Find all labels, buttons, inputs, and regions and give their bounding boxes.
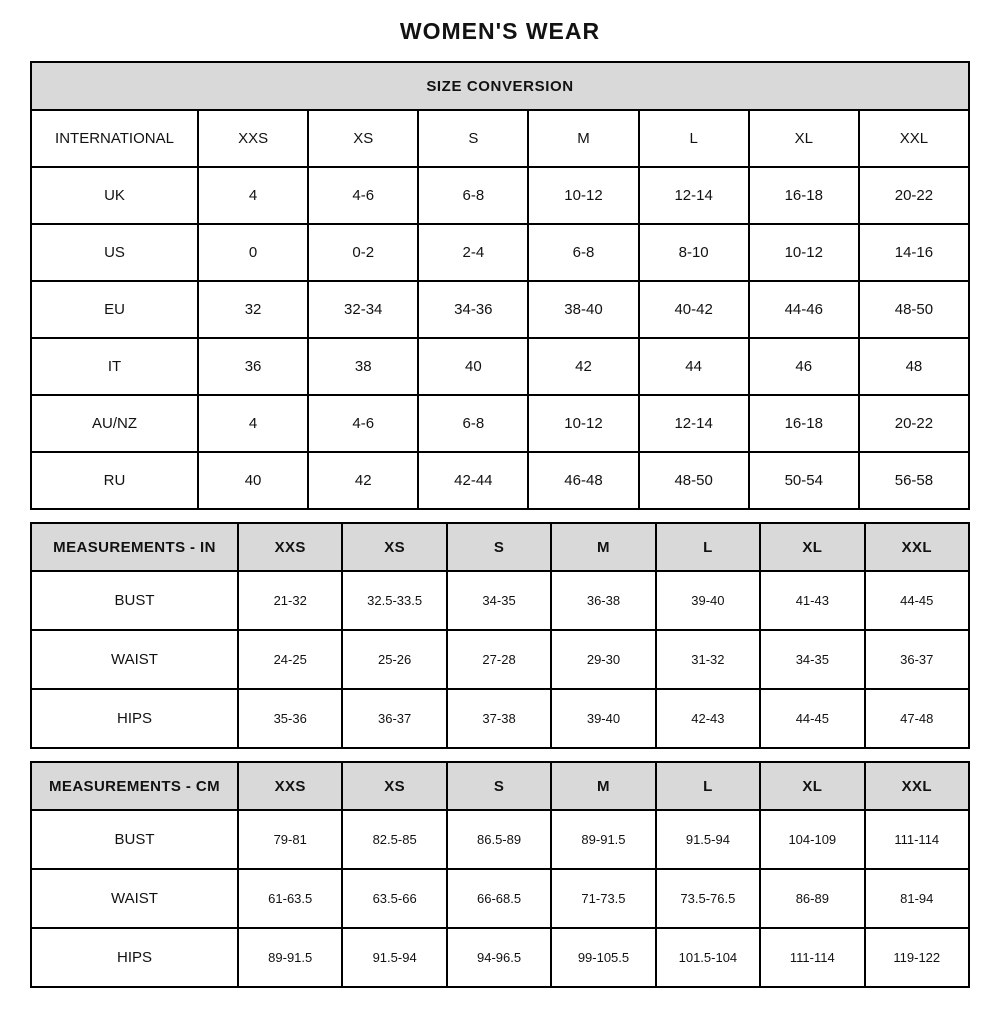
value-cell: 82.5-85 [342, 810, 446, 869]
value-cell: 41-43 [760, 571, 864, 630]
value-cell: 37-38 [447, 689, 551, 748]
value-cell: 104-109 [760, 810, 864, 869]
value-cell: 86-89 [760, 869, 864, 928]
row-label: BUST [31, 571, 238, 630]
value-cell: 0-2 [308, 224, 418, 281]
value-cell: 21-32 [238, 571, 342, 630]
row-label: HIPS [31, 689, 238, 748]
measurements-cm-body [31, 810, 969, 987]
value-cell: 94-96.5 [447, 928, 551, 987]
value-cell: 56-58 [859, 452, 969, 509]
size-header-cell: XXS [238, 762, 342, 810]
value-cell: 16-18 [749, 395, 859, 452]
value-cell: 34-36 [418, 281, 528, 338]
value-cell: 14-16 [859, 224, 969, 281]
value-cell: 42 [308, 452, 418, 509]
size-header-cell: S [447, 523, 551, 571]
table-row [31, 224, 969, 281]
size-header-cell: XS [342, 762, 446, 810]
size-header-cell: L [656, 523, 760, 571]
measurements-in-header-row [31, 523, 969, 571]
size-header-cell: XS [342, 523, 446, 571]
row-label: EU [31, 281, 198, 338]
row-label: RU [31, 452, 198, 509]
measurements-in-body [31, 571, 969, 748]
size-header-cell: XXL [865, 762, 969, 810]
value-cell: 4-6 [308, 167, 418, 224]
size-conversion-title: SIZE CONVERSION [31, 62, 969, 110]
size-header-cell: M [551, 523, 655, 571]
value-cell: 46 [749, 338, 859, 395]
value-cell: 4 [198, 395, 308, 452]
value-cell: 4 [198, 167, 308, 224]
row-label: IT [31, 338, 198, 395]
value-cell: 48-50 [639, 452, 749, 509]
value-cell: 44-45 [865, 571, 969, 630]
table-row [31, 810, 969, 869]
size-header-cell: XXL [865, 523, 969, 571]
row-label: BUST [31, 810, 238, 869]
size-conversion-body [31, 110, 969, 509]
value-cell: 34-35 [447, 571, 551, 630]
value-cell: 40 [418, 338, 528, 395]
value-cell: 36-37 [342, 689, 446, 748]
value-cell: 34-35 [760, 630, 864, 689]
value-cell: 36-38 [551, 571, 655, 630]
size-header-cell: M [551, 762, 655, 810]
value-cell: 25-26 [342, 630, 446, 689]
page-title: WOMEN'S WEAR [399, 18, 601, 44]
table-title-row [31, 62, 969, 110]
value-cell: 79-81 [238, 810, 342, 869]
value-cell: 50-54 [749, 452, 859, 509]
value-cell: 0 [198, 224, 308, 281]
value-cell: 111-114 [865, 810, 969, 869]
value-cell: 32-34 [308, 281, 418, 338]
value-cell: 71-73.5 [551, 869, 655, 928]
value-cell: S [418, 110, 528, 167]
value-cell: XL [749, 110, 859, 167]
value-cell: 36-37 [865, 630, 969, 689]
value-cell: 39-40 [551, 689, 655, 748]
value-cell: 20-22 [859, 395, 969, 452]
value-cell: 2-4 [418, 224, 528, 281]
size-header-cell: XXS [238, 523, 342, 571]
value-cell: 29-30 [551, 630, 655, 689]
value-cell: 6-8 [418, 395, 528, 452]
row-label: US [31, 224, 198, 281]
value-cell: 10-12 [528, 395, 638, 452]
value-cell: 32.5-33.5 [342, 571, 446, 630]
row-label: WAIST [31, 869, 238, 928]
value-cell: XXL [859, 110, 969, 167]
size-conversion-table [30, 61, 970, 510]
value-cell: 20-22 [859, 167, 969, 224]
value-cell: 48 [859, 338, 969, 395]
row-label: WAIST [31, 630, 238, 689]
table-row [31, 571, 969, 630]
value-cell: XXS [198, 110, 308, 167]
value-cell: 42-44 [418, 452, 528, 509]
value-cell: 44 [639, 338, 749, 395]
value-cell: 24-25 [238, 630, 342, 689]
table-row [31, 167, 969, 224]
value-cell: 63.5-66 [342, 869, 446, 928]
table-row [31, 452, 969, 509]
value-cell: 42-43 [656, 689, 760, 748]
value-cell: 4-6 [308, 395, 418, 452]
value-cell: 44-46 [749, 281, 859, 338]
table-row [31, 869, 969, 928]
value-cell: 40 [198, 452, 308, 509]
table-row [31, 689, 969, 748]
value-cell: 47-48 [865, 689, 969, 748]
value-cell: 66-68.5 [447, 869, 551, 928]
value-cell: 61-63.5 [238, 869, 342, 928]
value-cell: XS [308, 110, 418, 167]
value-cell: 89-91.5 [238, 928, 342, 987]
value-cell: 12-14 [639, 395, 749, 452]
row-label: HIPS [31, 928, 238, 987]
measurements-in-table [30, 522, 970, 749]
value-cell: 32 [198, 281, 308, 338]
table-row [31, 110, 969, 167]
value-cell: M [528, 110, 638, 167]
table-row [31, 338, 969, 395]
size-header-cell: L [656, 762, 760, 810]
row-label: INTERNATIONAL [31, 110, 198, 167]
table-row [31, 395, 969, 452]
value-cell: 27-28 [447, 630, 551, 689]
value-cell: 36 [198, 338, 308, 395]
value-cell: 40-42 [639, 281, 749, 338]
value-cell: 111-114 [760, 928, 864, 987]
table-row [31, 928, 969, 987]
size-header-cell: XL [760, 762, 864, 810]
value-cell: 89-91.5 [551, 810, 655, 869]
value-cell: 6-8 [418, 167, 528, 224]
value-cell: 86.5-89 [447, 810, 551, 869]
value-cell: 81-94 [865, 869, 969, 928]
size-header-cell: XL [760, 523, 864, 571]
value-cell: 42 [528, 338, 638, 395]
value-cell: 91.5-94 [656, 810, 760, 869]
value-cell: 12-14 [639, 167, 749, 224]
value-cell: 10-12 [528, 167, 638, 224]
table-row [31, 630, 969, 689]
value-cell: 44-45 [760, 689, 864, 748]
value-cell: 119-122 [865, 928, 969, 987]
value-cell: L [639, 110, 749, 167]
measurements-cm-table [30, 761, 970, 988]
value-cell: 35-36 [238, 689, 342, 748]
value-cell: 39-40 [656, 571, 760, 630]
value-cell: 101.5-104 [656, 928, 760, 987]
table-title-cell: MEASUREMENTS - IN [31, 523, 238, 571]
value-cell: 31-32 [656, 630, 760, 689]
value-cell: 46-48 [528, 452, 638, 509]
value-cell: 38 [308, 338, 418, 395]
value-cell: 38-40 [528, 281, 638, 338]
size-header-cell: S [447, 762, 551, 810]
value-cell: 16-18 [749, 167, 859, 224]
value-cell: 48-50 [859, 281, 969, 338]
table-title-cell: MEASUREMENTS - CM [31, 762, 238, 810]
value-cell: 10-12 [749, 224, 859, 281]
value-cell: 6-8 [528, 224, 638, 281]
value-cell: 99-105.5 [551, 928, 655, 987]
row-label: AU/NZ [31, 395, 198, 452]
value-cell: 91.5-94 [342, 928, 446, 987]
measurements-cm-header-row [31, 762, 969, 810]
table-row [31, 281, 969, 338]
row-label: UK [31, 167, 198, 224]
value-cell: 8-10 [639, 224, 749, 281]
value-cell: 73.5-76.5 [656, 869, 760, 928]
